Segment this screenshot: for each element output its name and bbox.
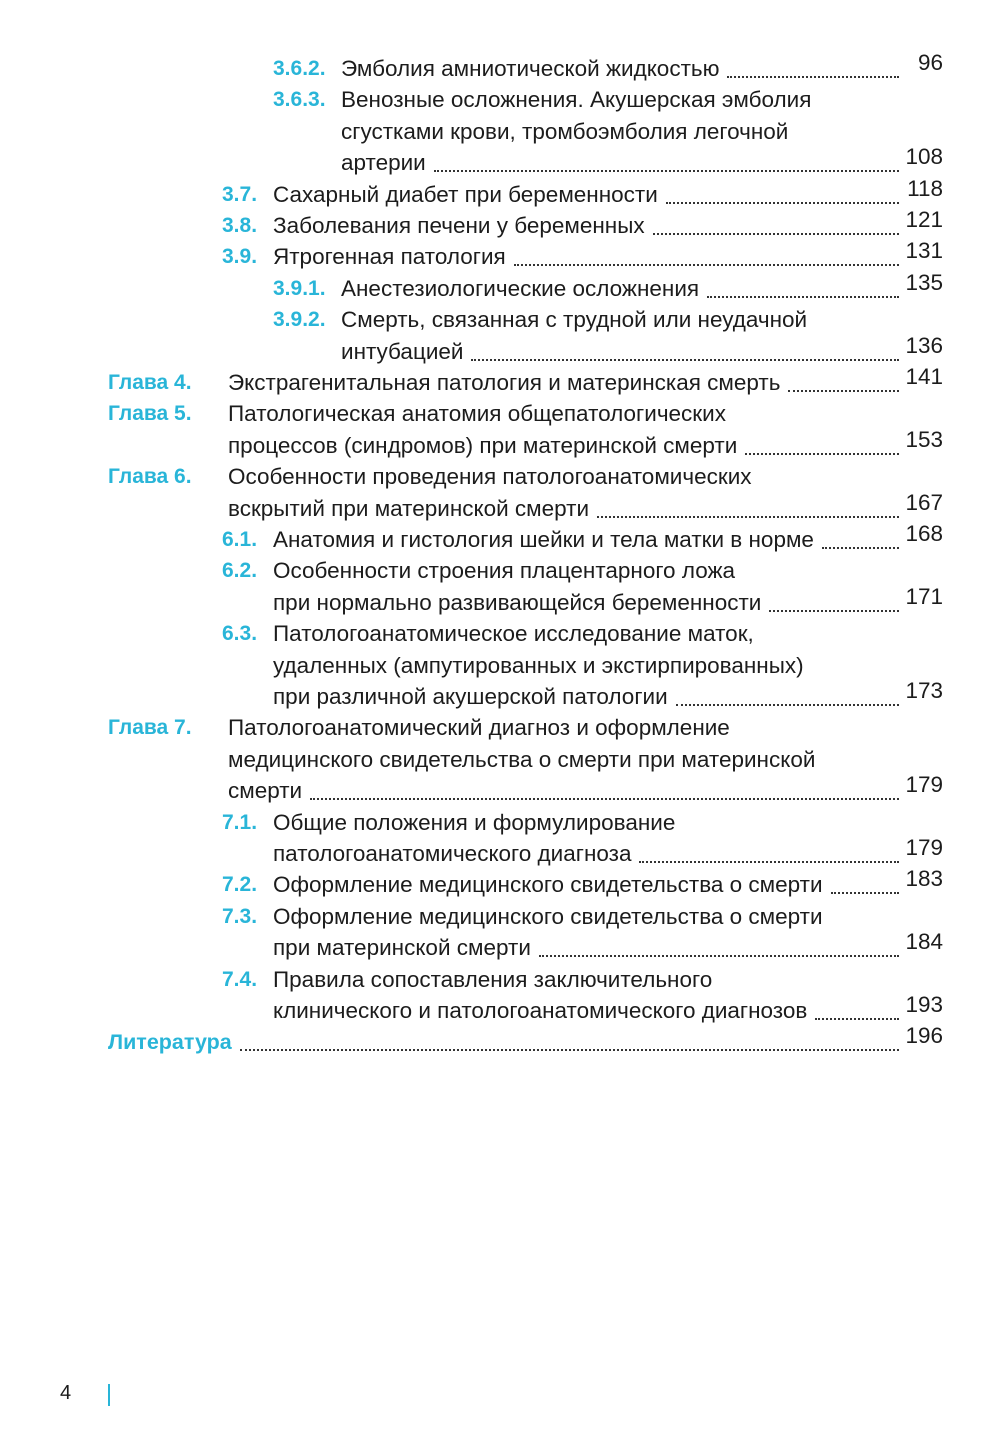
toc-page-number: 168 <box>905 521 943 546</box>
dot-leader <box>539 954 899 957</box>
toc-page-number: 141 <box>905 364 943 389</box>
toc-entry-line <box>273 990 943 1024</box>
toc-entry-line <box>228 488 943 522</box>
toc-entry-line <box>273 833 943 867</box>
toc-entry-line <box>273 236 943 270</box>
chapter-number: Глава 4. <box>108 371 192 394</box>
dot-leader <box>676 703 899 706</box>
dot-leader <box>471 358 899 361</box>
toc-entry-title: артерии <box>341 150 426 176</box>
dot-leader <box>788 389 899 392</box>
toc-entry-line <box>228 425 943 459</box>
dot-leader <box>434 169 899 172</box>
toc-entry-title: Анестезиологические осложнения <box>341 275 700 301</box>
toc-entry-line <box>341 299 943 333</box>
toc-entry-title: Смерть, связанная с трудной или неудачной <box>341 307 808 333</box>
toc-entry-line <box>228 456 943 490</box>
section-number: 6.3. <box>222 622 258 646</box>
toc-entry-line <box>273 205 943 239</box>
section-number: 6.2. <box>222 559 258 583</box>
toc-entry-title: Эмболия амниотической жидкостью <box>341 56 720 81</box>
toc-entry-line <box>228 707 943 741</box>
toc-entry-title: процессов (синдромов) при материнской смерти <box>228 432 738 458</box>
section-number: 3.6.3. <box>273 88 326 112</box>
dot-leader <box>745 452 899 455</box>
toc-entry-line <box>273 174 943 208</box>
dot-leader <box>514 263 899 266</box>
toc-entry-line <box>228 739 943 773</box>
section-number: 3.9.1. <box>273 276 326 300</box>
toc-entry-title: Экстрагенитальная патология и материнская смерть <box>228 370 781 395</box>
dot-leader <box>653 232 899 235</box>
toc-page-number: 96 <box>917 50 943 75</box>
dot-leader <box>597 515 899 518</box>
toc-entry-line <box>341 142 943 176</box>
toc-entry-line <box>273 676 943 710</box>
section-number: 3.9. <box>222 245 258 269</box>
toc-entry-line <box>108 1021 943 1055</box>
section-number: 7.4. <box>222 967 258 991</box>
toc-entry-title: Патологическая анатомия общепатологических <box>228 401 726 427</box>
toc-entry-title: Правила сопоставления заключительного <box>273 966 713 992</box>
toc-entry-title: медицинского свидетельства о смерти при материнской <box>228 746 816 772</box>
toc-entry-title: клинического и патологоанатомического диагнозов <box>273 998 808 1023</box>
chapter-number: Глава 5. <box>108 402 192 426</box>
toc-page-number: 179 <box>905 772 943 798</box>
toc-entry-title: Патологоанатомическое исследование маток, <box>273 621 754 647</box>
toc-entry-line <box>341 111 943 145</box>
toc-page-number: 167 <box>905 489 943 515</box>
toc-entry-title: Особенности проведения патологоанатомических <box>228 464 752 490</box>
toc-entry-title: Венозные осложнения. Акушерская эмболия <box>341 87 812 113</box>
toc-entry-title: при материнской смерти <box>273 935 531 961</box>
toc-entry-line <box>273 896 943 930</box>
dot-leader <box>831 891 899 894</box>
toc-entry-title: Сахарный диабет при беременности <box>273 181 658 207</box>
dot-leader <box>310 797 899 800</box>
toc-entry-line <box>228 770 943 804</box>
dot-leader <box>707 295 899 298</box>
toc-entry-title: удаленных (ампутированных и экстирпированных) <box>273 652 804 678</box>
toc-page-number: 153 <box>905 426 943 452</box>
toc-entry-title: при различной акушерской патологии <box>273 684 668 709</box>
toc-entry-title: Оформление медицинского свидетельства о смерти <box>273 872 823 898</box>
toc-entry-title: Заболевания печени у беременных <box>273 213 645 238</box>
toc-entry-title: Особенности строения плацентарного ложа <box>273 558 736 584</box>
toc-page-number: 184 <box>905 929 943 955</box>
chapter-number: Глава 6. <box>108 465 192 489</box>
toc-page-number: 108 <box>905 144 943 170</box>
toc-entry-line <box>273 519 943 553</box>
chapter-number: Глава 7. <box>108 716 192 740</box>
dot-leader <box>769 609 899 612</box>
toc-entry-line <box>273 550 943 584</box>
dot-leader <box>727 75 899 78</box>
toc-entry-line <box>341 48 943 82</box>
toc-page-number: 193 <box>905 992 943 1017</box>
dot-leader <box>240 1048 899 1051</box>
toc-entry-title: сгустками крови, тромбоэмболия легочной <box>341 118 789 144</box>
toc-entry-line <box>341 268 943 302</box>
toc-entry-line <box>273 582 943 616</box>
section-number: 3.6.2. <box>273 57 326 80</box>
section-number: 3.8. <box>222 214 258 237</box>
toc-entry-line <box>273 959 943 993</box>
toc-entry-title: патологоанатомического диагноза <box>273 841 632 866</box>
toc-page-number: 131 <box>905 238 943 264</box>
toc-entry-line <box>273 927 943 961</box>
toc-page-number: 179 <box>905 835 943 860</box>
toc-entry-title: смерти <box>228 778 303 804</box>
toc-entry-title: Ятрогенная патология <box>273 244 506 270</box>
dot-leader <box>822 546 899 549</box>
section-number: 7.1. <box>222 810 258 834</box>
toc-entry-title: при нормально развивающейся беременности <box>273 589 762 615</box>
section-number: 7.3. <box>222 904 258 928</box>
bibliography-title: Литература <box>108 1030 232 1055</box>
toc-entry-line <box>341 79 943 113</box>
toc-entry-title: Общие положения и формулирование <box>273 809 676 835</box>
toc-entry-title: Оформление медицинского свидетельства о смерти <box>273 903 823 929</box>
section-number: 3.9.2. <box>273 308 326 332</box>
section-number: 6.1. <box>222 528 258 551</box>
toc-page-number: 121 <box>905 207 943 232</box>
toc-page-number: 171 <box>905 583 943 609</box>
section-number: 7.2. <box>222 873 258 897</box>
toc-entry-line <box>228 393 943 427</box>
dot-leader <box>666 201 899 204</box>
section-number: 3.7. <box>222 182 258 206</box>
dot-leader <box>639 860 899 863</box>
toc-entry-line <box>341 331 943 365</box>
toc-entry-line <box>273 645 943 679</box>
toc-page-number: 196 <box>905 1023 943 1049</box>
dot-leader <box>815 1017 899 1020</box>
toc-entry-title: вскрытий при материнской смерти <box>228 495 590 521</box>
toc-page-number: 136 <box>905 332 943 358</box>
toc-entry-line <box>273 802 943 836</box>
toc-entry-line <box>228 362 943 396</box>
page-marker <box>108 1384 110 1406</box>
toc-entry-line <box>273 613 943 647</box>
toc-page-number: 183 <box>905 866 943 892</box>
toc-entry-line <box>273 864 943 898</box>
toc-entry-title: Анатомия и гистология шейки и тела матки в норме <box>273 527 814 552</box>
toc-page-number: 173 <box>905 678 943 703</box>
toc-page-number: 135 <box>905 269 943 295</box>
toc-entry-title: интубацией <box>341 338 464 364</box>
page-number: 4 <box>60 1382 72 1404</box>
toc-page-number: 118 <box>907 175 943 201</box>
toc-entry-title: Патологоанатомический диагноз и оформление <box>228 715 730 741</box>
